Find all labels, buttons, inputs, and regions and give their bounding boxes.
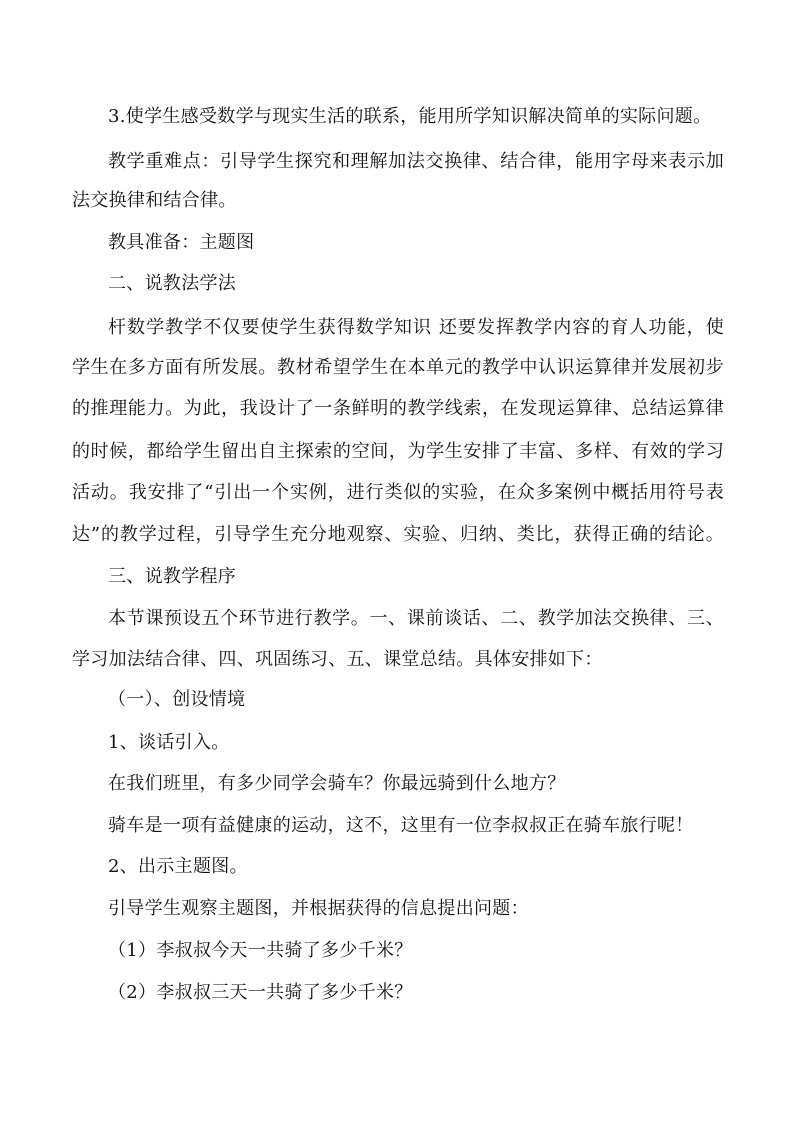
methods-paragraph-line-5: 活动。我安排了“引出一个实例，进行类似的实验，在众多案例中概括用符号表	[72, 482, 724, 503]
section-heading-methods: 二、说教法学法	[108, 273, 237, 294]
methods-paragraph-line-1: 杆数学教学不仅要使学生获得数学知识 还要发挥教学内容的育人功能，使	[108, 317, 724, 338]
question-1-line: （1）李叔叔今天一共骑了多少千米？	[108, 940, 413, 961]
procedure-paragraph-line-1: 本节课预设五个环节进行教学。一、课前谈话、二、教学加法交换律、三、	[108, 608, 724, 629]
question-2-line: （2）李叔叔三天一共骑了多少千米？	[108, 982, 413, 1003]
step-heading-intro: 1、谈话引入。	[108, 732, 230, 753]
procedure-paragraph-line-2: 学习加法结合律、四、巩固练习、五、课堂总结。具体安排如下：	[72, 649, 603, 670]
methods-paragraph-line-3: 的推理能力。为此，我设计了一条鲜明的教学线索，在发现运算律、总结运算律	[72, 398, 724, 419]
key-points-line-1: 教学重难点：引导学生探究和理解加法交换律、结合律，能用字母来表示加	[108, 151, 724, 172]
section-heading-procedure: 三、说教学程序	[108, 566, 237, 587]
methods-paragraph-line-4: 的时候，都给学生留出自主探索的空间，为学生安排了丰富、多样、有效的学习	[72, 441, 724, 462]
guidance-line: 引导学生观察主题图，并根据获得的信息提出问题：	[108, 898, 529, 919]
intro-question-line: 在我们班里，有多少同学会骑车？你最远骑到什么地方？	[108, 773, 566, 794]
subsection-heading-scenario: （一）、创设情境	[108, 689, 246, 710]
key-points-line-2: 法交换律和结合律。	[72, 190, 237, 211]
objective-line: 3.使学生感受数学与现实生活的联系，能用所学知识解决简单的实际问题。	[108, 106, 712, 127]
methods-paragraph-line-6: 达”的教学过程，引导学生充分地观察、实验、归纳、类比，获得正确的结论。	[72, 524, 724, 545]
methods-paragraph-line-2: 学生在多方面有所发展。教材希望学生在本单元的教学中认识运算律并发展初步	[72, 357, 724, 378]
teaching-aids-line: 教具准备：主题图	[108, 232, 255, 253]
step-heading-theme-picture: 2、出示主题图。	[108, 856, 248, 877]
intro-statement-line: 骑车是一项有益健康的运动，这不，这里有一位李叔叔正在骑车旅行呢！	[108, 815, 694, 836]
